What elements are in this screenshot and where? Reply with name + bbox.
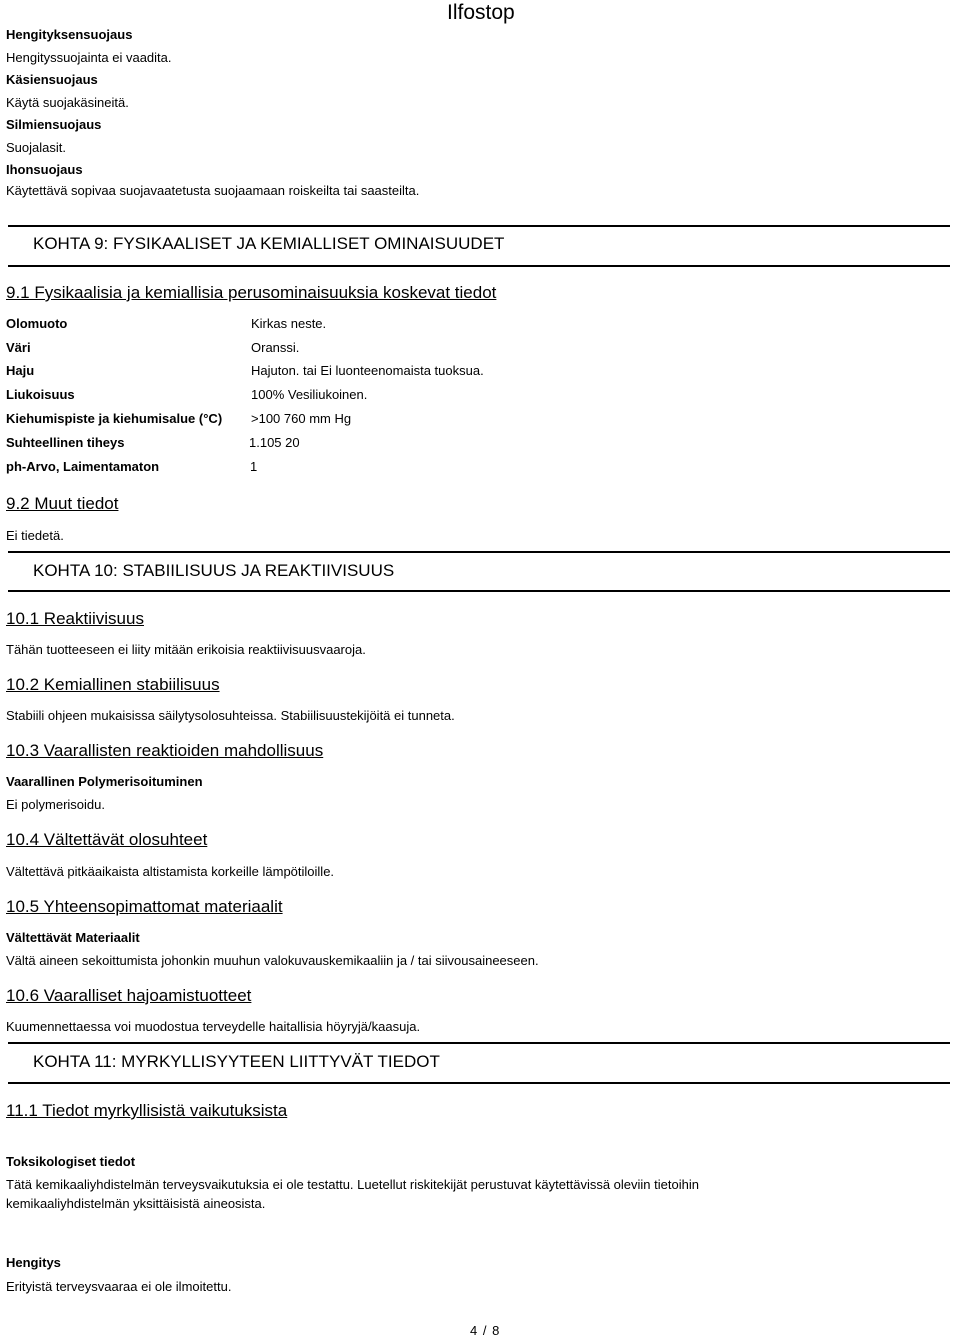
- property-label: Kiehumispiste ja kiehumisalue (°C): [6, 411, 223, 426]
- subsection-9-2-title: 9.2 Muut tiedot: [6, 494, 119, 513]
- property-value: Oranssi.: [251, 340, 300, 355]
- subsection-10-1-title: 10.1 Reaktiivisuus: [6, 609, 144, 628]
- hand-protection-text: Käytä suojakäsineitä.: [6, 95, 129, 110]
- section-rule: [8, 1082, 950, 1084]
- materials-heading: Vältettävät Materiaalit: [6, 930, 140, 945]
- property-label: Olomuoto: [6, 316, 68, 331]
- property-value: 1.105 20: [249, 435, 300, 450]
- subsection-10-5-title: 10.5 Yhteensopimattomat materiaalit: [6, 897, 283, 916]
- polymerization-heading: Vaarallinen Polymerisoituminen: [6, 774, 203, 789]
- property-value: Hajuton. tai Ei luonteenomaista tuoksua.: [251, 363, 484, 378]
- respiratory-protection-heading: Hengityksensuojaus: [6, 27, 133, 42]
- decomposition-text: Kuumennettaessa voi muodostua terveydelle haitallisia höyryjä/kaasuja.: [6, 1019, 421, 1034]
- conditions-text: Vältettävä pitkäaikaista altistamista korkeille lämpötiloille.: [6, 864, 335, 879]
- subsection-10-3-title: 10.3 Vaarallisten reaktioiden mahdollisuus: [6, 741, 324, 760]
- subsection-10-4-title: 10.4 Vältettävät olosuhteet: [6, 830, 208, 849]
- stability-text: Stabiili ohjeen mukaisissa säilytysolosuhteissa. Stabiilisuustekijöitä ei tunneta.: [6, 708, 455, 723]
- hand-protection-heading: Käsiensuojaus: [6, 72, 98, 87]
- respiratory-protection-text: Hengityssuojainta ei vaadita.: [6, 50, 172, 65]
- skin-protection-heading: Ihonsuojaus: [6, 162, 83, 177]
- reactivity-text: Tähän tuotteeseen ei liity mitään erikoisia reaktiivisuusvaaroja.: [6, 642, 366, 657]
- section-11-title: KOHTA 11: MYRKYLLISYYTEEN LIITTYVÄT TIEDOT: [33, 1052, 440, 1071]
- section-rule: [8, 551, 950, 553]
- section-9-title: KOHTA 9: FYSIKAALISET JA KEMIALLISET OMINAISUUDET: [33, 234, 505, 253]
- property-value: 1: [250, 459, 258, 474]
- subsection-10-6-title: 10.6 Vaaralliset hajoamistuotteet: [6, 986, 252, 1005]
- property-label: ph-Arvo, Laimentamaton: [6, 459, 160, 474]
- property-value: 100% Vesiliukoinen.: [251, 387, 368, 402]
- property-value: >100 760 mm Hg: [251, 411, 352, 426]
- section-rule: [8, 1042, 950, 1044]
- skin-protection-text: Käytettävä sopivaa suojavaatetusta suojaamaan roiskeilta tai saasteilta.: [6, 183, 420, 198]
- inhalation-heading: Hengitys: [6, 1255, 61, 1270]
- property-label: Haju: [6, 363, 35, 378]
- section-rule: [8, 225, 950, 227]
- other-info-text: Ei tiedetä.: [6, 528, 64, 543]
- section-rule: [8, 265, 950, 267]
- page-number: 4 / 8: [470, 1323, 501, 1338]
- document-title: Ilfostop: [447, 1, 515, 24]
- section-rule: [8, 590, 950, 592]
- eye-protection-heading: Silmiensuojaus: [6, 117, 102, 132]
- section-10-title: KOHTA 10: STABIILISUUS JA REAKTIIVISUUS: [33, 561, 395, 580]
- toxicology-text-line-2: kemikaaliyhdistelmän yksittäisistä aineosista.: [6, 1196, 266, 1211]
- property-label: Liukoisuus: [6, 387, 75, 402]
- eye-protection-text: Suojalasit.: [6, 140, 66, 155]
- subsection-11-1-title: 11.1 Tiedot myrkyllisistä vaikutuksista: [6, 1101, 288, 1120]
- property-value: Kirkas neste.: [251, 316, 327, 331]
- property-label: Väri: [6, 340, 31, 355]
- toxicology-heading: Toksikologiset tiedot: [6, 1154, 136, 1169]
- toxicology-text-line-1: Tätä kemikaaliyhdistelmän terveysvaikutuksia ei ole testattu. Luetellut riskitekijät perustuvat käytettävissä oleviin tietoihin: [6, 1177, 699, 1192]
- materials-text: Vältä aineen sekoittumista johonkin muuhun valokuvauskemikaaliin ja / tai siivousaineeseen.: [6, 953, 539, 968]
- property-label: Suhteellinen tiheys: [6, 435, 125, 450]
- subsection-9-1-title: 9.1 Fysikaalisia ja kemiallisia perusominaisuuksia koskevat tiedot: [6, 283, 497, 302]
- inhalation-text: Erityistä terveysvaaraa ei ole ilmoitettu.: [6, 1279, 232, 1294]
- polymerization-text: Ei polymerisoidu.: [6, 797, 105, 812]
- subsection-10-2-title: 10.2 Kemiallinen stabiilisuus: [6, 675, 220, 694]
